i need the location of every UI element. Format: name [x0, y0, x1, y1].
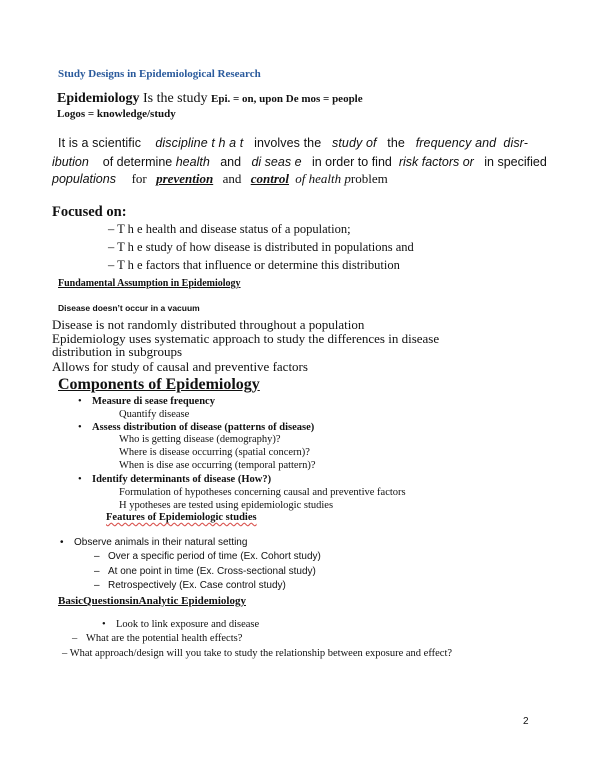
component-sub: H ypotheses are tested using epidemiologic studies [119, 500, 334, 511]
sci-text: of determine [102, 155, 173, 169]
sci-text: of health p [295, 171, 351, 186]
observe-sub-text: At one point in time (Ex. Cross-sectional study) [108, 566, 316, 577]
scientific-line-3 [52, 171, 388, 187]
focused-item: – T h e health and disease status of a population; [108, 222, 351, 236]
dash-icon: – [94, 566, 100, 577]
component-text: Measure di sease frequency [92, 396, 215, 407]
control-word: control [250, 171, 290, 186]
sci-text: study of [332, 136, 377, 150]
component-sub: Quantify disease [119, 409, 190, 420]
sci-text: disr- [503, 136, 528, 150]
component-sub: Where is disease occurring (spatial concern)? [119, 447, 310, 458]
basic-heading: BasicQuestionsinAnalytic Epidemiology [58, 595, 246, 607]
sci-text: for [131, 171, 147, 186]
components-heading: Components of Epidemiology [58, 376, 260, 393]
dash-icon: – [72, 633, 78, 644]
bullet-icon: • [102, 619, 106, 630]
component-bullet [78, 422, 314, 433]
scientific-line-2 [52, 155, 547, 169]
basic-q-text: Look to link exposure and disease [116, 619, 260, 630]
sci-text: ibution [52, 155, 89, 169]
observe-sub-text: Retrospectively (Ex. Case control study) [108, 580, 286, 591]
fundamental-line: Disease is not randomly distributed throughout a population [52, 317, 365, 332]
dash-icon: – [94, 580, 100, 591]
observe-bullet [60, 537, 247, 548]
basic-q-text: What are the potential health effects? [86, 633, 243, 644]
term-epidemiology: Epidemiology [57, 91, 140, 106]
sci-text: risk factors or [398, 155, 474, 169]
component-sub: Who is getting disease (demography)? [119, 434, 281, 445]
component-bullet [78, 396, 215, 407]
component-sub: Formulation of hypotheses concerning causal and preventive factors [119, 487, 406, 498]
dash-icon: – [62, 648, 70, 659]
observe-sub [94, 566, 316, 577]
sci-text: the [387, 136, 405, 150]
sci-text: and [220, 155, 242, 169]
observe-sub-text: Over a specific period of time (Ex. Cohort study) [108, 551, 321, 562]
features-heading [106, 512, 257, 523]
sci-text: It is a scientific [58, 136, 142, 150]
sci-text: roblem [350, 171, 388, 186]
observe-text: Observe animals in their natural setting [74, 537, 248, 548]
fundamental-line: Epidemiology uses systematic approach to study the differences in disease [52, 331, 440, 346]
sci-text: and [222, 171, 242, 186]
sci-text: frequency and [415, 136, 497, 150]
focused-heading: Focused on: [52, 204, 127, 220]
sci-text: discipline t h a t [155, 136, 244, 150]
bullet-icon: • [78, 422, 82, 433]
sci-text: in order to find [311, 155, 392, 169]
observe-sub [94, 580, 286, 591]
sci-text: in specified [484, 155, 547, 169]
page-title: Study Designs in Epidemiological Research [58, 68, 261, 80]
bullet-icon: • [78, 396, 82, 407]
sci-text: involves the [254, 136, 322, 150]
component-text: Identify determinants of disease (How?) [92, 474, 272, 485]
fundamental-subheading: Disease doesn’t occur in a vacuum [58, 303, 200, 313]
sci-text: populations [52, 172, 116, 186]
features-text: Features of Epidemiologic studies [106, 512, 257, 523]
focused-item: – T h e study of how disease is distributed in populations and [108, 240, 414, 254]
logos-line: Logos = knowledge/study [57, 108, 176, 120]
sci-text: di seas e [251, 155, 302, 169]
bullet-icon: • [60, 537, 64, 548]
component-sub: When is dise ase occurring (temporal pattern)? [119, 460, 316, 471]
observe-sub [94, 551, 321, 562]
basic-q3 [62, 648, 452, 659]
fundamental-line: Allows for study of causal and preventive factors [52, 359, 308, 374]
basic-q2 [72, 633, 242, 644]
sci-text: health [175, 155, 210, 169]
bullet-icon: • [78, 474, 82, 485]
fundamental-heading: Fundamental Assumption in Epidemiology [58, 278, 241, 289]
definition-rest: Is the study [139, 91, 212, 106]
basic-q-text: What approach/design will you take to study the relationship between exposure and effect? [69, 648, 453, 659]
dash-icon: – [94, 551, 100, 562]
component-text: Assess distribution of disease (patterns of disease) [92, 422, 315, 433]
prevention-word: prevention [156, 171, 214, 186]
page-number: 2 [523, 716, 529, 727]
definition-line [57, 91, 363, 107]
epi-demos: Epi. = on, upon De mos = people [211, 93, 363, 105]
basic-q1 [102, 619, 259, 630]
scientific-line-1 [58, 136, 528, 150]
fundamental-line: distribution in subgroups [52, 344, 183, 359]
focused-item: – T h e factors that influence or determine this distribution [108, 258, 400, 272]
component-bullet [78, 474, 271, 485]
